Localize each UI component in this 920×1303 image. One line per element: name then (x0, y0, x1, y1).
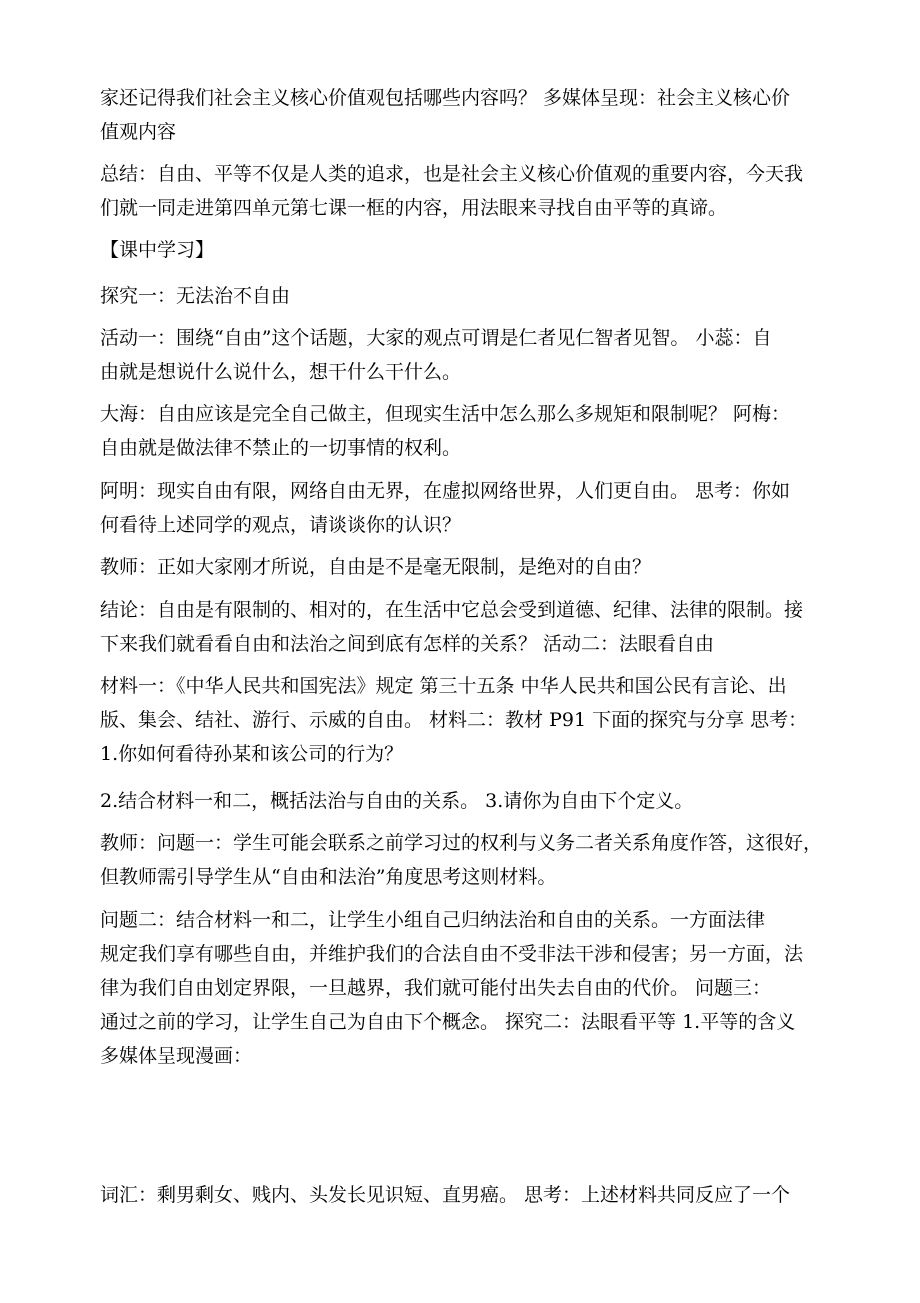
section-heading-in-class (100, 233, 830, 267)
paragraph-dahai (100, 397, 830, 465)
text-line: 通过之前的学习，让学生自己为自由下个概念。 探究二：法眼看平等 1.平等的含义 (100, 1011, 796, 1033)
paragraph-vocabulary (100, 1178, 830, 1212)
paragraph-answer-two-three (100, 903, 830, 1073)
paragraph-teacher-answer-one (100, 826, 830, 894)
text-line: 2.结合材料一和二，概括法治与自由的关系。 3.请你为自由下个定义。 (100, 790, 694, 812)
text-line: 探究一：无法治不自由 (100, 285, 291, 307)
text-line: 家还记得我们社会主义核心价值观包括哪些内容吗？ 多媒体呈现：社会主义核心价 (100, 87, 791, 109)
paragraph-activity-one (100, 321, 830, 389)
text-line: 何看待上述同学的观点，请谈谈你的认识？ (100, 514, 462, 536)
text-line: 结论：自由是有限制的、相对的，在生活中它总会受到道德、纪律、法律的限制。接 (100, 599, 804, 621)
paragraph-questions-two-three (100, 784, 830, 818)
text-line: 词汇：剩男剩女、贱内、头发长见识短、直男癌。 思考：上述材料共同反应了一个 (100, 1184, 791, 1206)
text-line: 值观内容 (100, 121, 177, 143)
text-line: 多媒体呈现漫画： (100, 1045, 253, 1067)
text-line: 问题二：结合材料一和二，让学生小组自己归纳法治和自由的关系。一方面法律 (100, 909, 766, 931)
text-line: 自由就是做法律不禁止的一切事情的权利。 (100, 437, 462, 459)
paragraph-teacher-question (100, 550, 830, 584)
text-line: 们就一同走进第四单元第七课一框的内容，用法眼来寻找自由平等的真谛。 (100, 197, 728, 219)
text-line: 律为我们自由划定界限，一旦越界，我们就可能付出失去自由的代价。 问题三： (100, 977, 772, 999)
text-line: 活动一：围绕“自由”这个话题，大家的观点可谓是仁者见仁智者见智。 小蕊：自 (100, 327, 772, 349)
text-line: 1.你如何看待孙某和该公司的行为？ (100, 743, 404, 765)
text-line: 规定我们享有哪些自由，并维护我们的合法自由不受非法干涉和侵害；另一方面，法 (100, 943, 804, 965)
paragraph-conclusion (100, 593, 830, 661)
text-line: 教师：问题一：学生可能会联系之前学习过的权利与义务二者关系角度作答，这很好， (100, 832, 823, 854)
paragraph-materials (100, 669, 830, 771)
text-line: 但教师需引导学生从“自由和法治”角度思考这则材料。 (100, 866, 557, 888)
text-line: 【课中学习】 (100, 239, 215, 261)
text-line: 由就是想说什么说什么，想干什么干什么。 (100, 361, 462, 383)
text-line: 阿明：现实自由有限，网络自由无界，在虚拟网络世界，人们更自由。 思考：你如 (100, 480, 791, 502)
paragraph-summary (100, 157, 830, 225)
paragraph-intro-question (100, 81, 830, 149)
text-line: 下来我们就看看自由和法治之间到底有怎样的关系？ 活动二：法眼看自由 (100, 633, 715, 655)
text-line: 教师：正如大家刚才所说，自由是不是毫无限制，是绝对的自由？ (100, 556, 652, 578)
text-line: 总结：自由、平等不仅是人类的追求，也是社会主义核心价值观的重要内容，今天我 (100, 163, 804, 185)
text-line: 版、集会、结社、游行、示威的自由。 材料二：教材 P91 下面的探究与分享 思考： (100, 709, 808, 731)
text-line: 材料一：《中华人民共和国宪法》规定 第三十五条 中华人民共和国公民有言论、出 (100, 675, 787, 697)
paragraph-aming (100, 474, 830, 542)
subheading-inquiry-one (100, 279, 830, 313)
text-line: 大海：自由应该是完全自己做主，但现实生活中怎么那么多规矩和限制呢？ 阿梅： (100, 403, 791, 425)
